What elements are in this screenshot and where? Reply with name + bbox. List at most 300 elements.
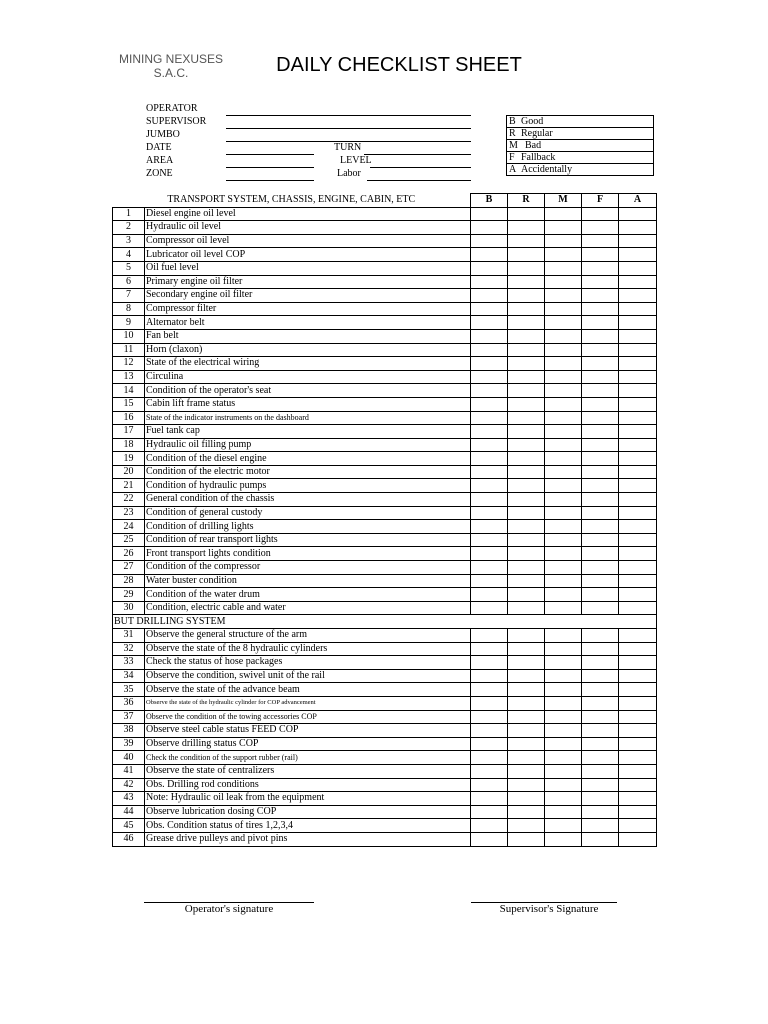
rating-cell-f[interactable] xyxy=(582,832,619,846)
rating-cell-r[interactable] xyxy=(508,234,545,248)
rating-cell-a[interactable] xyxy=(619,452,657,466)
rating-cell-a[interactable] xyxy=(619,520,657,534)
rating-cell-b[interactable] xyxy=(471,710,508,724)
rating-cell-b[interactable] xyxy=(471,520,508,534)
rating-cell-m[interactable] xyxy=(545,465,582,479)
checklist-row xyxy=(113,370,657,384)
rating-cell-r[interactable] xyxy=(508,574,545,588)
rating-cell-f[interactable] xyxy=(582,588,619,602)
rating-cell-a[interactable] xyxy=(619,275,657,289)
rating-cell-b[interactable] xyxy=(471,438,508,452)
rating-cell-m[interactable] xyxy=(545,778,582,792)
rating-cell-f[interactable] xyxy=(582,207,619,221)
rating-cell-a[interactable] xyxy=(619,574,657,588)
date-field[interactable] xyxy=(226,154,314,155)
rating-cell-r[interactable] xyxy=(508,275,545,289)
rating-cell-b[interactable] xyxy=(471,370,508,384)
rating-cell-b[interactable] xyxy=(471,411,508,425)
rating-cell-a[interactable] xyxy=(619,669,657,683)
item-number: 10 xyxy=(113,329,145,343)
item-number: 17 xyxy=(113,425,145,439)
item-number: 31 xyxy=(113,629,145,643)
rating-cell-f[interactable] xyxy=(582,425,619,439)
rating-cell-b[interactable] xyxy=(471,234,508,248)
rating-cell-b[interactable] xyxy=(471,574,508,588)
rating-cell-b[interactable] xyxy=(471,764,508,778)
rating-cell-r[interactable] xyxy=(508,629,545,643)
rating-cell-m[interactable] xyxy=(545,289,582,303)
item-number: 13 xyxy=(113,370,145,384)
rating-cell-r[interactable] xyxy=(508,561,545,575)
rating-cell-a[interactable] xyxy=(619,493,657,507)
checklist-table xyxy=(112,193,656,847)
rating-cell-b[interactable] xyxy=(471,805,508,819)
rating-cell-m[interactable] xyxy=(545,805,582,819)
item-number: 24 xyxy=(113,520,145,534)
rating-cell-r[interactable] xyxy=(508,302,545,316)
rating-cell-b[interactable] xyxy=(471,506,508,520)
checklist-row xyxy=(113,316,657,330)
rating-cell-m[interactable] xyxy=(545,574,582,588)
item-description: Check the condition of the support rubber (rail) xyxy=(145,751,471,765)
rating-cell-b[interactable] xyxy=(471,737,508,751)
rating-cell-f[interactable] xyxy=(582,696,619,710)
rating-cell-r[interactable] xyxy=(508,683,545,697)
rating-cell-m[interactable] xyxy=(545,561,582,575)
rating-cell-m[interactable] xyxy=(545,316,582,330)
rating-cell-r[interactable] xyxy=(508,656,545,670)
rating-cell-b[interactable] xyxy=(471,397,508,411)
rating-cell-m[interactable] xyxy=(545,683,582,697)
rating-cell-a[interactable] xyxy=(619,506,657,520)
item-description: Condition of general custody xyxy=(145,506,471,520)
rating-cell-f[interactable] xyxy=(582,302,619,316)
rating-cell-f[interactable] xyxy=(582,547,619,561)
rating-cell-m[interactable] xyxy=(545,792,582,806)
rating-cell-a[interactable] xyxy=(619,357,657,371)
rating-cell-a[interactable] xyxy=(619,234,657,248)
item-description: Condition of the electric motor xyxy=(145,465,471,479)
rating-cell-f[interactable] xyxy=(582,764,619,778)
supervisor-field[interactable] xyxy=(226,128,471,129)
rating-cell-b[interactable] xyxy=(471,656,508,670)
rating-cell-m[interactable] xyxy=(545,588,582,602)
rating-cell-f[interactable] xyxy=(582,384,619,398)
rating-cell-b[interactable] xyxy=(471,669,508,683)
item-description: Fan belt xyxy=(145,329,471,343)
checklist-row xyxy=(113,289,657,303)
rating-cell-f[interactable] xyxy=(582,329,619,343)
rating-cell-m[interactable] xyxy=(545,397,582,411)
rating-cell-m[interactable] xyxy=(545,425,582,439)
rating-cell-m[interactable] xyxy=(545,207,582,221)
item-description: Note: Hydraulic oil leak from the equipment xyxy=(145,792,471,806)
rating-cell-b[interactable] xyxy=(471,316,508,330)
item-number: 19 xyxy=(113,452,145,466)
rating-cell-b[interactable] xyxy=(471,207,508,221)
rating-cell-f[interactable] xyxy=(582,683,619,697)
rating-cell-f[interactable] xyxy=(582,261,619,275)
rating-cell-a[interactable] xyxy=(619,465,657,479)
legend-code: B xyxy=(509,116,516,127)
rating-cell-a[interactable] xyxy=(619,438,657,452)
rating-cell-r[interactable] xyxy=(508,221,545,235)
rating-cell-f[interactable] xyxy=(582,710,619,724)
rating-cell-b[interactable] xyxy=(471,601,508,615)
rating-cell-a[interactable] xyxy=(619,261,657,275)
rating-cell-b[interactable] xyxy=(471,683,508,697)
rating-cell-m[interactable] xyxy=(545,479,582,493)
rating-cell-a[interactable] xyxy=(619,819,657,833)
labor-field[interactable] xyxy=(367,180,471,181)
section2-header-row xyxy=(113,615,657,629)
item-number: 26 xyxy=(113,547,145,561)
rating-cell-m[interactable] xyxy=(545,275,582,289)
rating-cell-a[interactable] xyxy=(619,629,657,643)
rating-cell-f[interactable] xyxy=(582,316,619,330)
rating-cell-r[interactable] xyxy=(508,411,545,425)
rating-cell-b[interactable] xyxy=(471,832,508,846)
item-number: 42 xyxy=(113,778,145,792)
item-description: Primary engine oil filter xyxy=(145,275,471,289)
item-description: Condition of the operator's seat xyxy=(145,384,471,398)
item-number: 16 xyxy=(113,411,145,425)
rating-cell-b[interactable] xyxy=(471,792,508,806)
rating-cell-b[interactable] xyxy=(471,357,508,371)
rating-cell-r[interactable] xyxy=(508,588,545,602)
rating-cell-a[interactable] xyxy=(619,601,657,615)
turn-field[interactable] xyxy=(364,154,471,155)
item-description: Circulina xyxy=(145,370,471,384)
item-description: Check the status of hose packages xyxy=(145,656,471,670)
rating-cell-f[interactable] xyxy=(582,629,619,643)
rating-cell-b[interactable] xyxy=(471,696,508,710)
rating-cell-m[interactable] xyxy=(545,329,582,343)
jumbo-label: JUMBO xyxy=(146,129,180,140)
item-description: Observe the state of the hydraulic cylinder for COP advancement xyxy=(145,696,471,710)
rating-cell-f[interactable] xyxy=(582,465,619,479)
rating-cell-a[interactable] xyxy=(619,588,657,602)
rating-cell-f[interactable] xyxy=(582,357,619,371)
rating-cell-b[interactable] xyxy=(471,221,508,235)
rating-cell-a[interactable] xyxy=(619,316,657,330)
rating-cell-r[interactable] xyxy=(508,764,545,778)
rating-cell-a[interactable] xyxy=(619,683,657,697)
rating-cell-m[interactable] xyxy=(545,696,582,710)
rating-cell-f[interactable] xyxy=(582,248,619,262)
rating-cell-f[interactable] xyxy=(582,778,619,792)
rating-cell-f[interactable] xyxy=(582,819,619,833)
rating-cell-b[interactable] xyxy=(471,275,508,289)
rating-cell-r[interactable] xyxy=(508,533,545,547)
rating-cell-m[interactable] xyxy=(545,452,582,466)
rating-cell-f[interactable] xyxy=(582,234,619,248)
item-description: Observe the general structure of the arm xyxy=(145,629,471,643)
rating-cell-a[interactable] xyxy=(619,329,657,343)
rating-cell-b[interactable] xyxy=(471,642,508,656)
rating-cell-m[interactable] xyxy=(545,343,582,357)
rating-cell-a[interactable] xyxy=(619,384,657,398)
checklist-row xyxy=(113,465,657,479)
checklist-row xyxy=(113,207,657,221)
rating-cell-m[interactable] xyxy=(545,302,582,316)
rating-cell-m[interactable] xyxy=(545,357,582,371)
rating-cell-m[interactable] xyxy=(545,601,582,615)
item-description: Observe the condition, swivel unit of the rail xyxy=(145,669,471,683)
rating-cell-a[interactable] xyxy=(619,764,657,778)
rating-cell-a[interactable] xyxy=(619,751,657,765)
checklist-row xyxy=(113,601,657,615)
rating-cell-r[interactable] xyxy=(508,248,545,262)
rating-cell-a[interactable] xyxy=(619,547,657,561)
rating-cell-r[interactable] xyxy=(508,438,545,452)
checklist-row xyxy=(113,302,657,316)
rating-cell-f[interactable] xyxy=(582,411,619,425)
checklist-row xyxy=(113,275,657,289)
rating-cell-r[interactable] xyxy=(508,737,545,751)
checklist-row xyxy=(113,656,657,670)
rating-cell-r[interactable] xyxy=(508,329,545,343)
rating-cell-r[interactable] xyxy=(508,384,545,398)
rating-cell-r[interactable] xyxy=(508,479,545,493)
item-description: Front transport lights condition xyxy=(145,547,471,561)
rating-cell-a[interactable] xyxy=(619,221,657,235)
rating-cell-m[interactable] xyxy=(545,370,582,384)
rating-cell-a[interactable] xyxy=(619,248,657,262)
rating-cell-m[interactable] xyxy=(545,520,582,534)
rating-cell-m[interactable] xyxy=(545,751,582,765)
rating-cell-a[interactable] xyxy=(619,642,657,656)
item-description: Compressor filter xyxy=(145,302,471,316)
rating-cell-f[interactable] xyxy=(582,574,619,588)
legend-row xyxy=(507,152,654,164)
rating-cell-a[interactable] xyxy=(619,289,657,303)
rating-cell-m[interactable] xyxy=(545,234,582,248)
rating-cell-r[interactable] xyxy=(508,397,545,411)
rating-cell-b[interactable] xyxy=(471,819,508,833)
area-field[interactable] xyxy=(226,167,314,168)
page-title: DAILY CHECKLIST SHEET xyxy=(276,54,522,76)
rating-cell-b[interactable] xyxy=(471,724,508,738)
rating-cell-m[interactable] xyxy=(545,819,582,833)
rating-cell-b[interactable] xyxy=(471,588,508,602)
company-name xyxy=(104,52,238,80)
item-description: Compressor oil level xyxy=(145,234,471,248)
rating-cell-m[interactable] xyxy=(545,710,582,724)
rating-cell-m[interactable] xyxy=(545,533,582,547)
rating-cell-a[interactable] xyxy=(619,370,657,384)
rating-cell-r[interactable] xyxy=(508,520,545,534)
rating-cell-r[interactable] xyxy=(508,370,545,384)
rating-cell-r[interactable] xyxy=(508,751,545,765)
checklist-row xyxy=(113,425,657,439)
rating-cell-r[interactable] xyxy=(508,493,545,507)
rating-cell-f[interactable] xyxy=(582,289,619,303)
rating-cell-a[interactable] xyxy=(619,479,657,493)
rating-cell-a[interactable] xyxy=(619,792,657,806)
rating-cell-b[interactable] xyxy=(471,452,508,466)
rating-cell-f[interactable] xyxy=(582,221,619,235)
rating-cell-a[interactable] xyxy=(619,696,657,710)
rating-cell-f[interactable] xyxy=(582,737,619,751)
rating-cell-b[interactable] xyxy=(471,751,508,765)
item-number: 41 xyxy=(113,764,145,778)
rating-cell-r[interactable] xyxy=(508,465,545,479)
rating-cell-b[interactable] xyxy=(471,384,508,398)
rating-cell-f[interactable] xyxy=(582,479,619,493)
rating-cell-r[interactable] xyxy=(508,696,545,710)
checklist-row xyxy=(113,832,657,846)
rating-cell-r[interactable] xyxy=(508,792,545,806)
rating-cell-a[interactable] xyxy=(619,656,657,670)
rating-cell-m[interactable] xyxy=(545,656,582,670)
rating-cell-f[interactable] xyxy=(582,656,619,670)
rating-cell-m[interactable] xyxy=(545,737,582,751)
rating-cell-m[interactable] xyxy=(545,438,582,452)
rating-cell-f[interactable] xyxy=(582,397,619,411)
rating-cell-b[interactable] xyxy=(471,561,508,575)
rating-cell-m[interactable] xyxy=(545,411,582,425)
rating-cell-m[interactable] xyxy=(545,547,582,561)
turn-label: TURN xyxy=(334,142,362,153)
rating-cell-r[interactable] xyxy=(508,207,545,221)
rating-cell-r[interactable] xyxy=(508,832,545,846)
rating-cell-m[interactable] xyxy=(545,629,582,643)
item-description: Secondary engine oil filter xyxy=(145,289,471,303)
rating-cell-b[interactable] xyxy=(471,302,508,316)
rating-cell-f[interactable] xyxy=(582,370,619,384)
rating-cell-b[interactable] xyxy=(471,778,508,792)
rating-cell-a[interactable] xyxy=(619,724,657,738)
rating-cell-m[interactable] xyxy=(545,221,582,235)
rating-cell-f[interactable] xyxy=(582,533,619,547)
rating-cell-r[interactable] xyxy=(508,452,545,466)
rating-cell-r[interactable] xyxy=(508,343,545,357)
rating-cell-b[interactable] xyxy=(471,493,508,507)
rating-cell-m[interactable] xyxy=(545,669,582,683)
rating-cell-r[interactable] xyxy=(508,289,545,303)
checklist-row xyxy=(113,397,657,411)
item-number: 11 xyxy=(113,343,145,357)
rating-cell-r[interactable] xyxy=(508,805,545,819)
checklist-row xyxy=(113,533,657,547)
checklist-row xyxy=(113,343,657,357)
rating-cell-r[interactable] xyxy=(508,261,545,275)
rating-cell-m[interactable] xyxy=(545,384,582,398)
rating-cell-r[interactable] xyxy=(508,819,545,833)
rating-cell-r[interactable] xyxy=(508,601,545,615)
rating-cell-a[interactable] xyxy=(619,302,657,316)
section1-title: TRANSPORT SYSTEM, CHASSIS, ENGINE, CABIN, ETC xyxy=(167,194,416,206)
zone-field[interactable] xyxy=(226,180,314,181)
rating-cell-m[interactable] xyxy=(545,506,582,520)
rating-cell-f[interactable] xyxy=(582,669,619,683)
rating-cell-a[interactable] xyxy=(619,561,657,575)
rating-cell-f[interactable] xyxy=(582,751,619,765)
rating-cell-m[interactable] xyxy=(545,493,582,507)
rating-cell-m[interactable] xyxy=(545,724,582,738)
item-number: 18 xyxy=(113,438,145,452)
rating-cell-f[interactable] xyxy=(582,601,619,615)
rating-cell-f[interactable] xyxy=(582,805,619,819)
rating-cell-b[interactable] xyxy=(471,329,508,343)
rating-cell-r[interactable] xyxy=(508,425,545,439)
rating-cell-a[interactable] xyxy=(619,832,657,846)
rating-cell-r[interactable] xyxy=(508,778,545,792)
rating-cell-m[interactable] xyxy=(545,764,582,778)
rating-cell-b[interactable] xyxy=(471,261,508,275)
rating-cell-m[interactable] xyxy=(545,832,582,846)
level-field[interactable] xyxy=(370,167,471,168)
legend-row xyxy=(507,128,654,140)
rating-cell-a[interactable] xyxy=(619,737,657,751)
operator-field[interactable] xyxy=(226,115,471,116)
rating-cell-m[interactable] xyxy=(545,248,582,262)
item-description: Hydraulic oil filling pump xyxy=(145,438,471,452)
rating-cell-b[interactable] xyxy=(471,248,508,262)
rating-cell-r[interactable] xyxy=(508,506,545,520)
rating-cell-a[interactable] xyxy=(619,425,657,439)
company-name-line1: MINING NEXUSES xyxy=(118,52,223,66)
rating-cell-f[interactable] xyxy=(582,506,619,520)
rating-cell-a[interactable] xyxy=(619,805,657,819)
item-number: 46 xyxy=(113,832,145,846)
rating-cell-f[interactable] xyxy=(582,493,619,507)
col-m-header: M xyxy=(545,194,582,208)
rating-cell-r[interactable] xyxy=(508,669,545,683)
rating-cell-r[interactable] xyxy=(508,357,545,371)
rating-cell-r[interactable] xyxy=(508,642,545,656)
rating-cell-f[interactable] xyxy=(582,561,619,575)
rating-cell-b[interactable] xyxy=(471,289,508,303)
legend-code: A xyxy=(509,164,517,175)
rating-cell-m[interactable] xyxy=(545,642,582,656)
rating-cell-b[interactable] xyxy=(471,547,508,561)
rating-cell-m[interactable] xyxy=(545,261,582,275)
rating-cell-b[interactable] xyxy=(471,629,508,643)
rating-cell-b[interactable] xyxy=(471,479,508,493)
rating-cell-a[interactable] xyxy=(619,411,657,425)
item-number: 12 xyxy=(113,357,145,371)
rating-cell-a[interactable] xyxy=(619,397,657,411)
rating-cell-a[interactable] xyxy=(619,207,657,221)
rating-cell-f[interactable] xyxy=(582,438,619,452)
rating-cell-b[interactable] xyxy=(471,343,508,357)
rating-cell-f[interactable] xyxy=(582,452,619,466)
rating-cell-b[interactable] xyxy=(471,533,508,547)
rating-cell-r[interactable] xyxy=(508,547,545,561)
rating-cell-r[interactable] xyxy=(508,316,545,330)
rating-cell-f[interactable] xyxy=(582,343,619,357)
rating-cell-a[interactable] xyxy=(619,343,657,357)
rating-cell-b[interactable] xyxy=(471,425,508,439)
checklist-row xyxy=(113,479,657,493)
item-number: 21 xyxy=(113,479,145,493)
rating-cell-r[interactable] xyxy=(508,724,545,738)
rating-cell-f[interactable] xyxy=(582,724,619,738)
item-number: 5 xyxy=(113,261,145,275)
rating-cell-a[interactable] xyxy=(619,778,657,792)
rating-cell-a[interactable] xyxy=(619,533,657,547)
rating-cell-r[interactable] xyxy=(508,710,545,724)
rating-cell-f[interactable] xyxy=(582,275,619,289)
item-description: Observe the state of the 8 hydraulic cylinders xyxy=(145,642,471,656)
rating-cell-f[interactable] xyxy=(582,520,619,534)
rating-cell-b[interactable] xyxy=(471,465,508,479)
rating-cell-a[interactable] xyxy=(619,710,657,724)
rating-cell-f[interactable] xyxy=(582,642,619,656)
rating-cell-f[interactable] xyxy=(582,792,619,806)
